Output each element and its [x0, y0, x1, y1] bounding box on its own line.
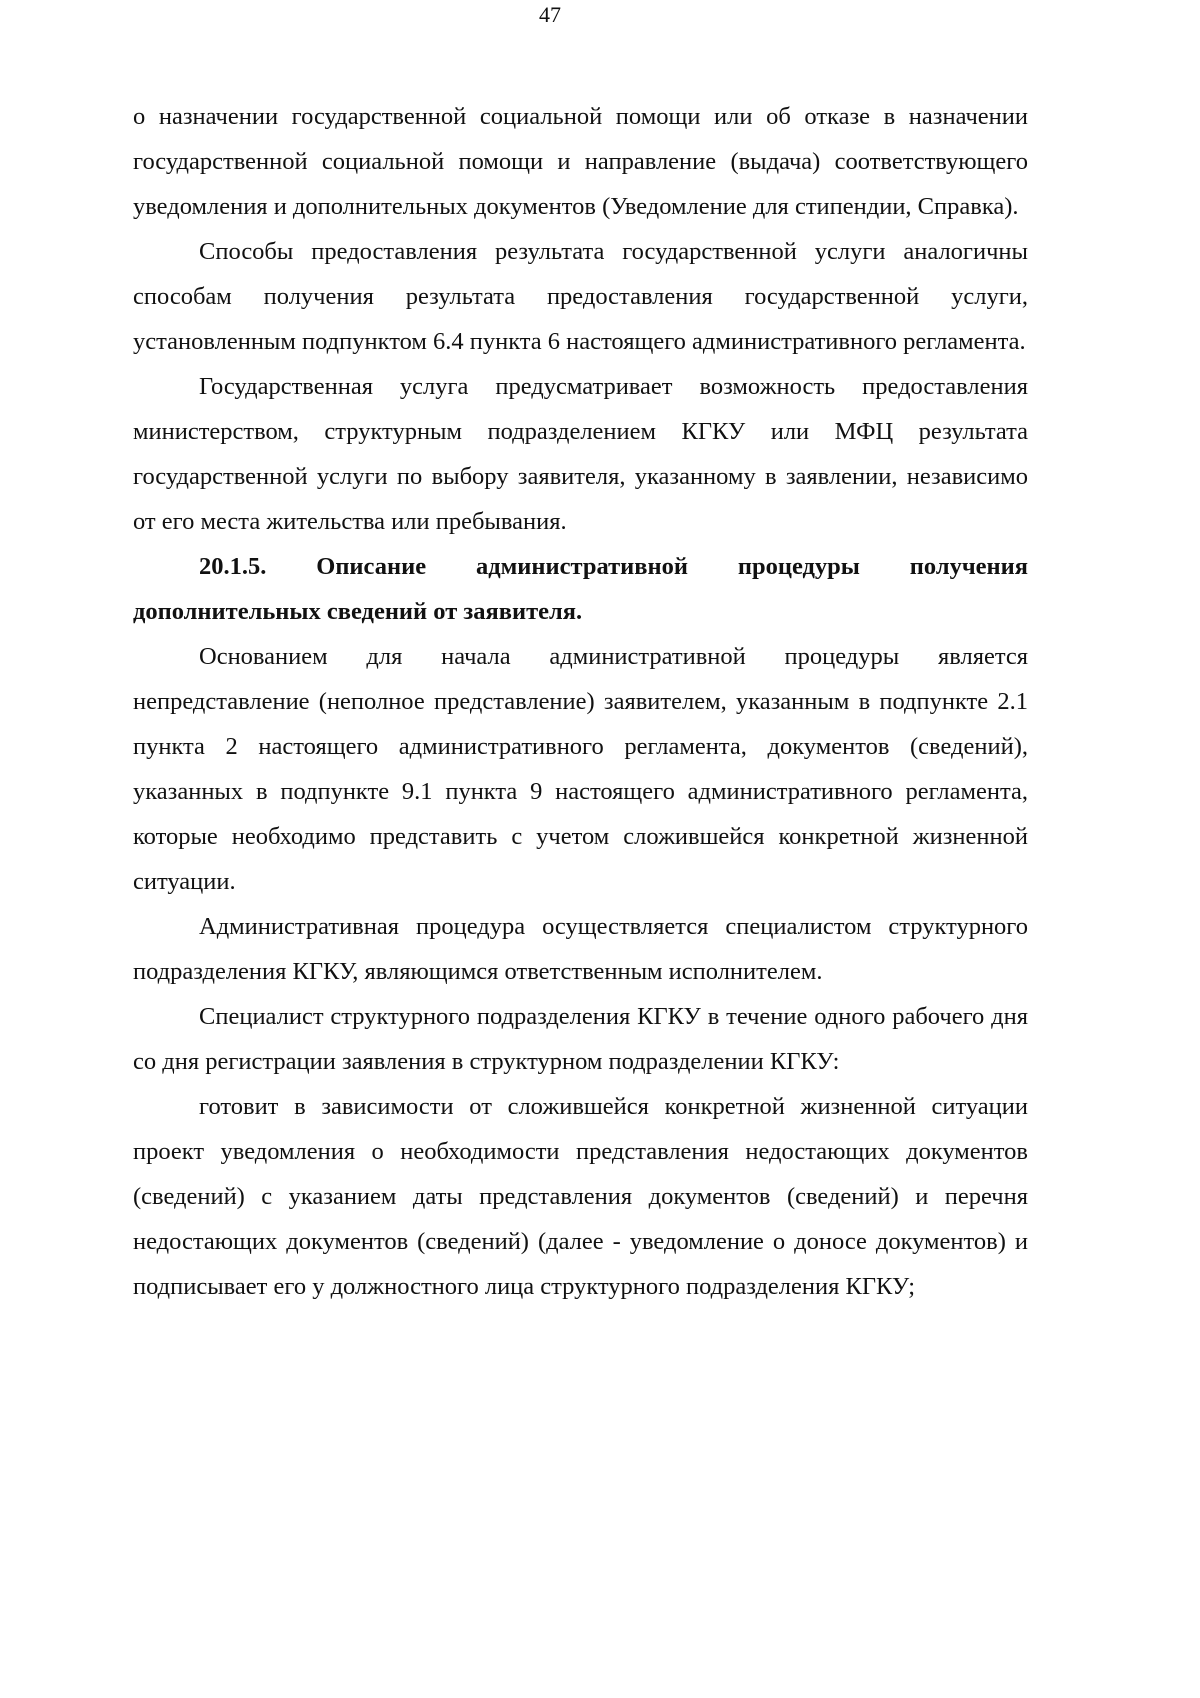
paragraph-procedure-basis: Основанием для начала административной процедуры является непредставление (неполное представление) заявителем, указанным в подпункте 2.1 пункта 2 настоящего административного регламента, документов (сведений), указанных в подпункте 9.1 пункта 9 настоящего административного регламента, которые необходимо представить с учетом сложившейся конкретной жизненной ситуации.: [133, 643, 1028, 895]
document-body: [133, 94, 1028, 1309]
section-heading: 20.1.5. Описание административной процедуры получения дополнительных сведений от заявителя.: [133, 553, 1028, 625]
page-number: 47: [539, 2, 561, 27]
paragraph-service-provision: Государственная услуга предусматривает возможность предоставления министерством, структурным подразделением КГКУ или МФЦ результата государственной услуги по выбору заявителя, указанному в заявлении, независимо от его места жительства или пребывания.: [133, 373, 1028, 535]
paragraph-result-methods: Способы предоставления результата государственной услуги аналогичны способам получения результата предоставления государственной услуги, установленным подпунктом 6.4 пункта 6 настоящего административного регламента.: [133, 238, 1028, 355]
paragraph-notification-prep: готовит в зависимости от сложившейся конкретной жизненной ситуации проект уведомления о необходимости представления недостающих документов (сведений) с указанием даты представления документов (сведений) и перечня недостающих документов (сведений) (далее - уведомление о доносе документов) и подписывает его у должностного лица структурного подразделения КГКУ;: [133, 1093, 1028, 1300]
paragraph-procedure-executor: Административная процедура осуществляется специалистом структурного подразделения КГКУ, являющимся ответственным исполнителем.: [133, 913, 1028, 985]
paragraph-specialist-duty: Специалист структурного подразделения КГКУ в течение одного рабочего дня со дня регистрации заявления в структурном подразделении КГКУ:: [133, 1003, 1028, 1075]
paragraph-continuation: о назначении государственной социальной помощи или об отказе в назначении государственной социальной помощи и направление (выдача) соответствующего уведомления и дополнительных документов (Уведомление для стипендии, Справка).: [133, 103, 1028, 220]
